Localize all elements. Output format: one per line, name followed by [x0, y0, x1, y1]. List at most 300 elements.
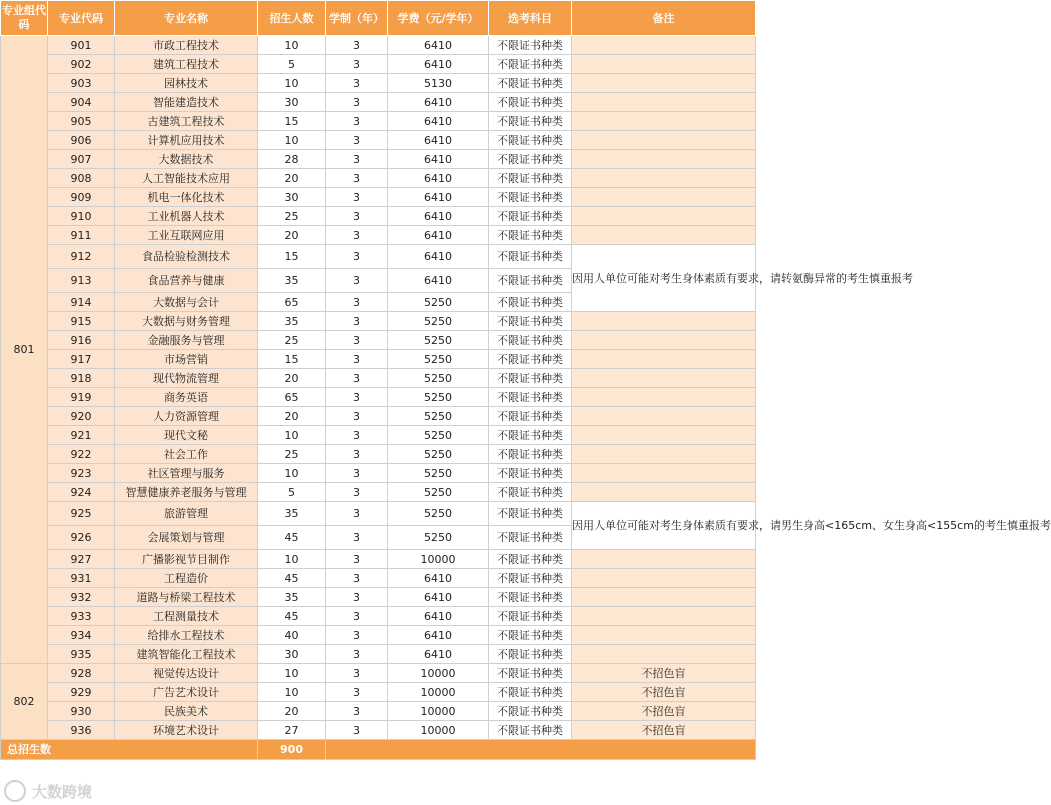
table-row [1, 683, 756, 702]
years-cell: 3 [326, 245, 388, 269]
note-cell [572, 626, 756, 645]
quota-cell: 20 [258, 702, 326, 721]
fee-cell: 5250 [388, 407, 489, 426]
quota-cell: 45 [258, 607, 326, 626]
major-code-cell: 936 [48, 721, 115, 740]
major-name-cell: 民族美术 [115, 702, 258, 721]
subject-cell: 不限证书种类 [489, 388, 572, 407]
subject-cell: 不限证书种类 [489, 483, 572, 502]
quota-cell: 30 [258, 645, 326, 664]
fee-cell: 6410 [388, 188, 489, 207]
quota-cell: 35 [258, 502, 326, 526]
major-name-cell: 人工智能技术应用 [115, 169, 258, 188]
quota-cell: 15 [258, 350, 326, 369]
table-row [1, 350, 756, 369]
major-name-cell: 广播影视节目制作 [115, 550, 258, 569]
years-cell: 3 [326, 664, 388, 683]
quota-cell: 10 [258, 36, 326, 55]
major-name-cell: 社区管理与服务 [115, 464, 258, 483]
years-cell: 3 [326, 350, 388, 369]
quota-cell: 40 [258, 626, 326, 645]
major-code-cell: 917 [48, 350, 115, 369]
table-body [1, 36, 1051, 740]
watermark-text: 大数跨境 [32, 782, 93, 801]
total-value: 900 [258, 740, 326, 760]
years-cell: 3 [326, 293, 388, 312]
major-name-cell: 会展策划与管理 [115, 526, 258, 550]
table-row [1, 55, 756, 74]
subject-cell: 不限证书种类 [489, 702, 572, 721]
note-cell [572, 312, 756, 331]
years-cell: 3 [326, 369, 388, 388]
quota-cell: 25 [258, 207, 326, 226]
quota-cell: 10 [258, 664, 326, 683]
header-name: 专业名称 [115, 1, 258, 36]
table-row [1, 645, 756, 664]
years-cell: 3 [326, 569, 388, 588]
major-code-cell: 925 [48, 502, 115, 526]
table-row [1, 112, 756, 131]
table-row [1, 188, 756, 207]
note-cell: 不招色盲 [572, 683, 756, 702]
subject-cell: 不限证书种类 [489, 550, 572, 569]
note-cell [572, 426, 756, 445]
subject-cell: 不限证书种类 [489, 245, 572, 269]
note-cell [572, 55, 756, 74]
years-cell: 3 [326, 483, 388, 502]
years-cell: 3 [326, 169, 388, 188]
total-filler [326, 740, 756, 760]
note-cell [572, 331, 756, 350]
major-code-cell: 908 [48, 169, 115, 188]
table-row [1, 483, 756, 502]
major-code-cell: 911 [48, 226, 115, 245]
major-name-cell: 市场营销 [115, 350, 258, 369]
note-cell [572, 207, 756, 226]
subject-cell: 不限证书种类 [489, 526, 572, 550]
major-code-cell: 905 [48, 112, 115, 131]
major-name-cell: 智能建造技术 [115, 93, 258, 112]
years-cell: 3 [326, 721, 388, 740]
fee-cell: 5250 [388, 502, 489, 526]
fee-cell: 5250 [388, 331, 489, 350]
major-name-cell: 商务英语 [115, 388, 258, 407]
major-name-cell: 道路与桥梁工程技术 [115, 588, 258, 607]
table-row [1, 426, 756, 445]
note-cell [572, 131, 756, 150]
fee-cell: 6410 [388, 645, 489, 664]
table-row [1, 226, 756, 245]
years-cell: 3 [326, 550, 388, 569]
years-cell: 3 [326, 407, 388, 426]
watermark [4, 780, 92, 802]
years-cell: 3 [326, 588, 388, 607]
quota-cell: 15 [258, 245, 326, 269]
table-row [1, 312, 756, 331]
quota-cell: 10 [258, 74, 326, 93]
quota-cell: 65 [258, 293, 326, 312]
fee-cell: 10000 [388, 683, 489, 702]
major-code-cell: 919 [48, 388, 115, 407]
fee-cell: 6410 [388, 55, 489, 74]
major-name-cell: 工程测量技术 [115, 607, 258, 626]
note-cell [572, 407, 756, 426]
quota-cell: 27 [258, 721, 326, 740]
quota-cell: 10 [258, 464, 326, 483]
major-code-cell: 906 [48, 131, 115, 150]
subject-cell: 不限证书种类 [489, 445, 572, 464]
quota-cell: 20 [258, 226, 326, 245]
years-cell: 3 [326, 331, 388, 350]
subject-cell: 不限证书种类 [489, 188, 572, 207]
years-cell: 3 [326, 683, 388, 702]
table-row [1, 36, 756, 55]
major-name-cell: 现代物流管理 [115, 369, 258, 388]
major-code-cell: 901 [48, 36, 115, 55]
years-cell: 3 [326, 445, 388, 464]
major-name-cell: 建筑工程技术 [115, 55, 258, 74]
major-code-cell: 931 [48, 569, 115, 588]
subject-cell: 不限证书种类 [489, 569, 572, 588]
major-code-cell: 915 [48, 312, 115, 331]
subject-cell: 不限证书种类 [489, 645, 572, 664]
fee-cell: 6410 [388, 626, 489, 645]
quota-cell: 10 [258, 426, 326, 445]
fee-cell: 6410 [388, 150, 489, 169]
header-note: 备注 [572, 1, 756, 36]
table-row [1, 131, 756, 150]
major-code-cell: 902 [48, 55, 115, 74]
major-code-cell: 930 [48, 702, 115, 721]
major-name-cell: 环境艺术设计 [115, 721, 258, 740]
quota-cell: 28 [258, 150, 326, 169]
note-cell [572, 388, 756, 407]
table-row [1, 388, 756, 407]
years-cell: 3 [326, 312, 388, 331]
fee-cell: 5130 [388, 74, 489, 93]
major-code-cell: 904 [48, 93, 115, 112]
major-name-cell: 计算机应用技术 [115, 131, 258, 150]
watermark-logo-icon [4, 780, 26, 802]
note-cell [572, 169, 756, 188]
major-code-cell: 929 [48, 683, 115, 702]
header-group: 专业组代码 [1, 1, 48, 36]
years-cell: 3 [326, 93, 388, 112]
years-cell: 3 [326, 207, 388, 226]
years-cell: 3 [326, 131, 388, 150]
table-row [1, 407, 756, 426]
major-code-cell: 926 [48, 526, 115, 550]
years-cell: 3 [326, 502, 388, 526]
major-name-cell: 社会工作 [115, 445, 258, 464]
total-label: 总招生数 [1, 740, 258, 760]
major-code-cell: 933 [48, 607, 115, 626]
subject-cell: 不限证书种类 [489, 588, 572, 607]
subject-cell: 不限证书种类 [489, 36, 572, 55]
subject-cell: 不限证书种类 [489, 350, 572, 369]
note-cell [572, 112, 756, 131]
fee-cell: 5250 [388, 483, 489, 502]
note-cell [572, 150, 756, 169]
major-code-cell: 928 [48, 664, 115, 683]
header-years: 学制（年） [326, 1, 388, 36]
note-cell [572, 464, 756, 483]
major-name-cell: 食品检验检测技术 [115, 245, 258, 269]
note-cell: 因用人单位可能对考生身体素质有要求，请男生身高<165cm、女生身高<155cm的考生慎重报考 [572, 502, 756, 550]
quota-cell: 45 [258, 526, 326, 550]
quota-cell: 20 [258, 369, 326, 388]
fee-cell: 6410 [388, 607, 489, 626]
major-name-cell: 广告艺术设计 [115, 683, 258, 702]
note-cell [572, 226, 756, 245]
fee-cell: 6410 [388, 131, 489, 150]
header-fee: 学费（元/学年） [388, 1, 489, 36]
major-name-cell: 工业互联网应用 [115, 226, 258, 245]
subject-cell: 不限证书种类 [489, 169, 572, 188]
years-cell: 3 [326, 74, 388, 93]
table-row [1, 331, 756, 350]
major-code-cell: 920 [48, 407, 115, 426]
quota-cell: 10 [258, 683, 326, 702]
subject-cell: 不限证书种类 [489, 407, 572, 426]
major-name-cell: 现代文秘 [115, 426, 258, 445]
note-cell [572, 188, 756, 207]
quota-cell: 35 [258, 312, 326, 331]
quota-cell: 5 [258, 55, 326, 74]
major-code-cell: 932 [48, 588, 115, 607]
years-cell: 3 [326, 607, 388, 626]
subject-cell: 不限证书种类 [489, 150, 572, 169]
quota-cell: 35 [258, 269, 326, 293]
subject-cell: 不限证书种类 [489, 502, 572, 526]
major-code-cell: 934 [48, 626, 115, 645]
major-code-cell: 918 [48, 369, 115, 388]
quota-cell: 20 [258, 169, 326, 188]
major-code-cell: 921 [48, 426, 115, 445]
fee-cell: 5250 [388, 350, 489, 369]
subject-cell: 不限证书种类 [489, 269, 572, 293]
table-row [1, 502, 756, 526]
major-name-cell: 园林技术 [115, 74, 258, 93]
fee-cell: 5250 [388, 426, 489, 445]
major-code-cell: 907 [48, 150, 115, 169]
table-row [1, 445, 756, 464]
note-cell: 不招色盲 [572, 702, 756, 721]
major-name-cell: 市政工程技术 [115, 36, 258, 55]
quota-cell: 30 [258, 188, 326, 207]
major-code-cell: 924 [48, 483, 115, 502]
fee-cell: 5250 [388, 293, 489, 312]
subject-cell: 不限证书种类 [489, 426, 572, 445]
years-cell: 3 [326, 645, 388, 664]
group-code-cell: 802 [1, 664, 48, 740]
note-cell [572, 483, 756, 502]
note-cell [572, 369, 756, 388]
major-name-cell: 智慧健康养老服务与管理 [115, 483, 258, 502]
major-code-cell: 935 [48, 645, 115, 664]
major-name-cell: 机电一体化技术 [115, 188, 258, 207]
subject-cell: 不限证书种类 [489, 683, 572, 702]
subject-cell: 不限证书种类 [489, 131, 572, 150]
years-cell: 3 [326, 269, 388, 293]
note-cell [572, 645, 756, 664]
fee-cell: 6410 [388, 93, 489, 112]
major-code-cell: 922 [48, 445, 115, 464]
subject-cell: 不限证书种类 [489, 93, 572, 112]
header-subject: 选考科目 [489, 1, 572, 36]
major-name-cell: 工程造价 [115, 569, 258, 588]
table-row [1, 721, 756, 740]
years-cell: 3 [326, 626, 388, 645]
years-cell: 3 [326, 150, 388, 169]
major-name-cell: 大数据与财务管理 [115, 312, 258, 331]
quota-cell: 45 [258, 569, 326, 588]
table-row [1, 369, 756, 388]
fee-cell: 10000 [388, 664, 489, 683]
note-cell: 不招色盲 [572, 664, 756, 683]
table-row [1, 93, 756, 112]
subject-cell: 不限证书种类 [489, 721, 572, 740]
fee-cell: 6410 [388, 169, 489, 188]
subject-cell: 不限证书种类 [489, 74, 572, 93]
fee-cell: 6410 [388, 112, 489, 131]
major-code-cell: 909 [48, 188, 115, 207]
major-name-cell: 古建筑工程技术 [115, 112, 258, 131]
total-row [1, 740, 756, 760]
years-cell: 3 [326, 226, 388, 245]
note-cell [572, 569, 756, 588]
years-cell: 3 [326, 464, 388, 483]
major-name-cell: 大数据与会计 [115, 293, 258, 312]
major-name-cell: 给排水工程技术 [115, 626, 258, 645]
quota-cell: 25 [258, 445, 326, 464]
major-code-cell: 927 [48, 550, 115, 569]
quota-cell: 25 [258, 331, 326, 350]
note-cell [572, 445, 756, 464]
note-cell [572, 350, 756, 369]
fee-cell: 6410 [388, 207, 489, 226]
note-cell [572, 607, 756, 626]
group-code-cell: 801 [1, 36, 48, 664]
years-cell: 3 [326, 526, 388, 550]
major-name-cell: 旅游管理 [115, 502, 258, 526]
note-cell [572, 588, 756, 607]
fee-cell: 6410 [388, 269, 489, 293]
fee-cell: 5250 [388, 464, 489, 483]
fee-cell: 10000 [388, 702, 489, 721]
table-row [1, 550, 756, 569]
quota-cell: 5 [258, 483, 326, 502]
table-row [1, 169, 756, 188]
fee-cell: 5250 [388, 369, 489, 388]
major-code-cell: 913 [48, 269, 115, 293]
major-code-cell: 923 [48, 464, 115, 483]
header-quota: 招生人数 [258, 1, 326, 36]
years-cell: 3 [326, 388, 388, 407]
subject-cell: 不限证书种类 [489, 207, 572, 226]
major-name-cell: 建筑智能化工程技术 [115, 645, 258, 664]
subject-cell: 不限证书种类 [489, 626, 572, 645]
table-row [1, 245, 756, 269]
years-cell: 3 [326, 188, 388, 207]
note-cell: 因用人单位可能对考生身体素质有要求，请转氨酶异常的考生慎重报考 [572, 245, 756, 312]
table-row [1, 207, 756, 226]
table-row [1, 702, 756, 721]
table-row [1, 150, 756, 169]
years-cell: 3 [326, 36, 388, 55]
header-code: 专业代码 [48, 1, 115, 36]
quota-cell: 30 [258, 93, 326, 112]
subject-cell: 不限证书种类 [489, 664, 572, 683]
fee-cell: 10000 [388, 721, 489, 740]
subject-cell: 不限证书种类 [489, 312, 572, 331]
note-cell: 不招色盲 [572, 721, 756, 740]
fee-cell: 6410 [388, 588, 489, 607]
table-row [1, 588, 756, 607]
fee-cell: 5250 [388, 312, 489, 331]
quota-cell: 10 [258, 550, 326, 569]
major-code-cell: 916 [48, 331, 115, 350]
note-cell [572, 74, 756, 93]
quota-cell: 20 [258, 407, 326, 426]
fee-cell: 6410 [388, 569, 489, 588]
fee-cell: 6410 [388, 245, 489, 269]
fee-cell: 10000 [388, 550, 489, 569]
subject-cell: 不限证书种类 [489, 331, 572, 350]
fee-cell: 5250 [388, 526, 489, 550]
quota-cell: 65 [258, 388, 326, 407]
fee-cell: 5250 [388, 445, 489, 464]
major-code-cell: 910 [48, 207, 115, 226]
subject-cell: 不限证书种类 [489, 226, 572, 245]
subject-cell: 不限证书种类 [489, 112, 572, 131]
subject-cell: 不限证书种类 [489, 293, 572, 312]
header-row [1, 1, 756, 36]
years-cell: 3 [326, 426, 388, 445]
table-row [1, 569, 756, 588]
major-code-cell: 914 [48, 293, 115, 312]
fee-cell: 5250 [388, 388, 489, 407]
table-row [1, 607, 756, 626]
major-name-cell: 食品营养与健康 [115, 269, 258, 293]
major-name-cell: 大数据技术 [115, 150, 258, 169]
major-code-cell: 903 [48, 74, 115, 93]
quota-cell: 15 [258, 112, 326, 131]
fee-cell: 6410 [388, 36, 489, 55]
fee-cell: 6410 [388, 226, 489, 245]
major-name-cell: 工业机器人技术 [115, 207, 258, 226]
years-cell: 3 [326, 702, 388, 721]
major-code-cell: 912 [48, 245, 115, 269]
subject-cell: 不限证书种类 [489, 607, 572, 626]
quota-cell: 35 [258, 588, 326, 607]
note-cell [572, 550, 756, 569]
table-row [1, 664, 756, 683]
subject-cell: 不限证书种类 [489, 369, 572, 388]
quota-cell: 10 [258, 131, 326, 150]
years-cell: 3 [326, 55, 388, 74]
table-row [1, 464, 756, 483]
major-name-cell: 人力资源管理 [115, 407, 258, 426]
table-row [1, 74, 756, 93]
years-cell: 3 [326, 112, 388, 131]
note-cell [572, 93, 756, 112]
major-name-cell: 视觉传达设计 [115, 664, 258, 683]
major-name-cell: 金融服务与管理 [115, 331, 258, 350]
note-cell [572, 36, 756, 55]
subject-cell: 不限证书种类 [489, 55, 572, 74]
table-row [1, 626, 756, 645]
